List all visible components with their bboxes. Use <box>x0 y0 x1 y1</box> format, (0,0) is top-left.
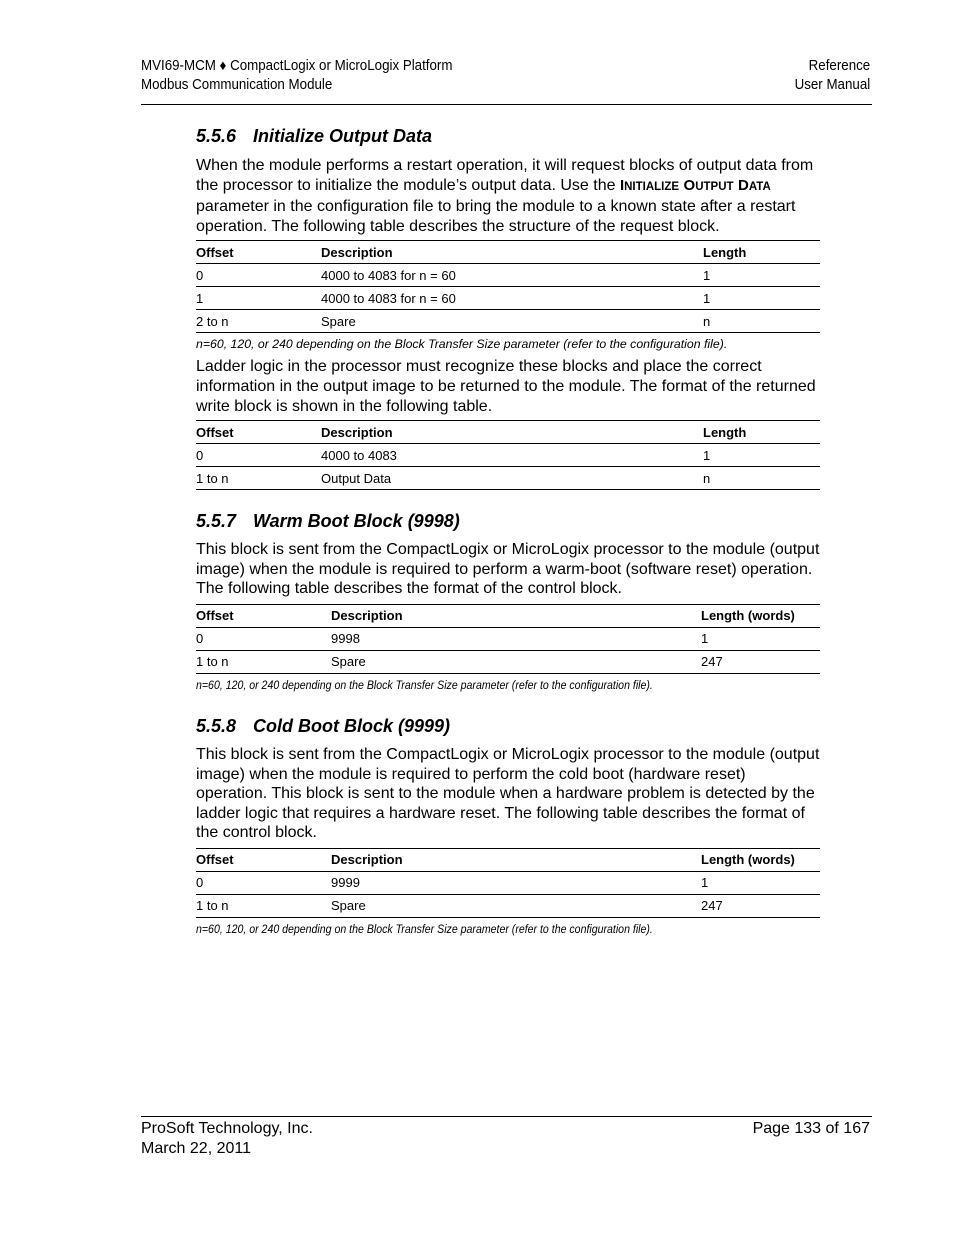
running-header-left <box>141 57 452 95</box>
section-heading-5-5-8 <box>196 714 820 738</box>
paragraph-text: parameter in the configuration file to bring the module to a known state after a restart operation. The following table describes the structure of the request block. <box>196 198 796 235</box>
footer-divider <box>141 1116 872 1117</box>
table-row <box>196 310 820 333</box>
running-footer-left <box>141 1119 313 1158</box>
table-row <box>196 467 820 490</box>
write-block-table <box>196 420 820 490</box>
section-heading-5-5-6 <box>196 124 820 148</box>
request-block-table <box>196 240 820 333</box>
table-cell: 0 <box>196 627 331 650</box>
table-cell: 0 <box>196 264 321 287</box>
table-cell: 1 to n <box>196 894 331 917</box>
table-cell: Spare <box>321 310 703 333</box>
page-number: Page 133 of 167 <box>752 1120 870 1137</box>
table-row <box>196 627 820 650</box>
section-heading-5-5-7 <box>196 509 820 533</box>
column-header: Description <box>321 421 703 444</box>
table-footnote: n=60, 120, or 240 depending on the Block Transfer Size parameter (refer to the configuration file). <box>196 677 653 692</box>
column-header: Offset <box>196 848 331 871</box>
table-cell: 1 <box>701 871 820 894</box>
section-title: Warm Boot Block (9998) <box>253 511 460 532</box>
table-cell: 1 <box>701 627 820 650</box>
table-cell: 4000 to 4083 for n = 60 <box>321 287 703 310</box>
column-header: Offset <box>196 241 321 264</box>
table-cell: n <box>703 467 820 490</box>
table-cell: 247 <box>701 894 820 917</box>
table-cell: 1 <box>196 287 321 310</box>
column-header: Length <box>703 241 820 264</box>
table-header-row <box>196 241 820 264</box>
footer-date: March 22, 2011 <box>141 1139 251 1157</box>
column-header: Description <box>331 604 701 627</box>
table-cell: 1 to n <box>196 650 331 673</box>
table-header-row <box>196 604 820 627</box>
paragraph-cold-boot: This block is sent from the CompactLogix or MicroLogix processor to the module (output image) when the module is required to perform the cold boot (hardware reset) operation. This block is sent to the module when a hardware problem is detected by the ladder logic that requires a hardware reset. The following table describes the format of the control block. <box>196 745 820 842</box>
column-header: Length <box>703 421 820 444</box>
header-manual-type: User Manual <box>794 77 870 93</box>
section-title: Initialize Output Data <box>253 126 433 146</box>
section-number: 5.5.6 <box>196 126 237 146</box>
table-cell: 4000 to 4083 for n = 60 <box>321 264 703 287</box>
table-header-row <box>196 421 820 444</box>
table-header-row <box>196 848 820 871</box>
table-cell: 1 <box>703 444 820 467</box>
header-product-line: MVI69-MCM ♦ CompactLogix or MicroLogix Platform <box>141 58 453 74</box>
table-row <box>196 871 820 894</box>
table-cell: 4000 to 4083 <box>321 444 703 467</box>
cold-boot-table <box>196 848 820 918</box>
smallcaps-letter: I <box>619 176 625 194</box>
table-row <box>196 287 820 310</box>
smallcaps-text: NITIALIZE <box>624 180 680 193</box>
table-cell: 0 <box>196 871 331 894</box>
column-header: Description <box>321 241 703 264</box>
paragraph-ladder-logic: Ladder logic in the processor must recognize these blocks and place the correct information in the output image to be returned to the module. The format of the returned write block is shown in the following table. <box>196 358 816 415</box>
footer-company: ProSoft Technology, Inc. <box>141 1120 313 1137</box>
table-footnote: n=60, 120, or 240 depending on the Block Transfer Size parameter (refer to the configuration file). <box>196 921 653 936</box>
smallcaps-text: UTPUT <box>695 180 734 193</box>
table-row <box>196 894 820 917</box>
table-row <box>196 264 820 287</box>
table-cell: 1 to n <box>196 467 321 490</box>
header-divider <box>141 104 872 105</box>
table-cell: 1 <box>703 264 820 287</box>
column-header: Length (words) <box>701 604 820 627</box>
smallcaps-letter: O <box>683 176 696 194</box>
table-cell: Spare <box>331 894 701 917</box>
table-cell: Spare <box>331 650 701 673</box>
paragraph-warm-boot: This block is sent from the CompactLogix or MicroLogix processor to the module (output image) when the module is required to perform a warm-boot (software reset) operation. The following table describes the format of the control block. <box>196 541 820 598</box>
table-cell: n <box>703 310 820 333</box>
table-footnote: n=60, 120, or 240 depending on the Block Transfer Size parameter (refer to the configuration file). <box>196 337 728 352</box>
section-title: Cold Boot Block (9999) <box>253 715 451 736</box>
running-footer-right <box>753 1119 870 1139</box>
paragraph-text: When the module performs a restart operation, it will request blocks of output data from the processor to initialize the module’s output data. Use the <box>196 157 814 194</box>
section-number: 5.5.8 <box>196 715 237 736</box>
table-cell: 2 to n <box>196 310 321 333</box>
column-header: Description <box>331 848 701 871</box>
table-row <box>196 444 820 467</box>
header-module-name: Modbus Communication Module <box>141 77 333 93</box>
table-cell: 1 <box>703 287 820 310</box>
warm-boot-table <box>196 604 820 674</box>
section-number: 5.5.7 <box>196 511 237 532</box>
table-cell: 9998 <box>331 627 701 650</box>
smallcaps-text: ATA <box>748 180 771 193</box>
column-header: Offset <box>196 421 321 444</box>
smallcaps-letter: D <box>738 176 749 194</box>
table-row <box>196 650 820 673</box>
table-cell: 9999 <box>331 871 701 894</box>
paragraph-intro <box>196 156 820 236</box>
table-cell: 0 <box>196 444 321 467</box>
running-header-right <box>794 57 870 95</box>
table-cell: Output Data <box>321 467 703 490</box>
header-section: Reference <box>808 58 870 74</box>
page-content <box>196 124 820 939</box>
table-cell: 247 <box>701 650 820 673</box>
column-header: Length (words) <box>701 848 820 871</box>
column-header: Offset <box>196 604 331 627</box>
